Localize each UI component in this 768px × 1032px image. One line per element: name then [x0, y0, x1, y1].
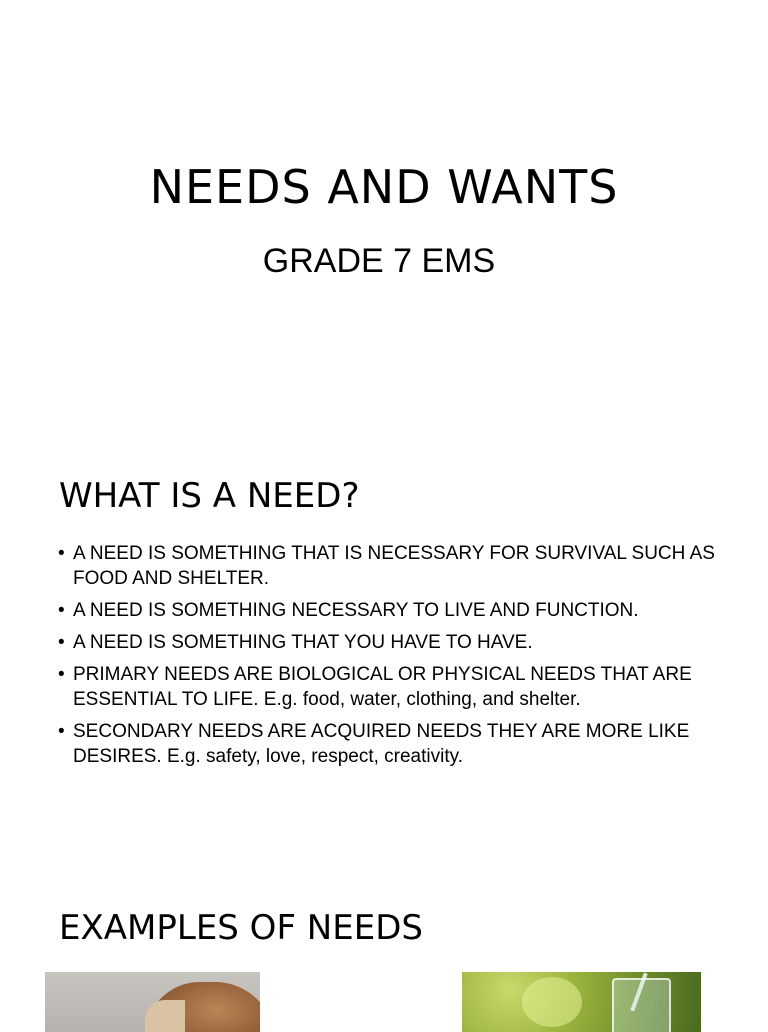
- list-item-text: A NEED IS SOMETHING NECESSARY TO LIVE AND FUNCTION.: [73, 600, 639, 621]
- list-item-text: SECONDARY NEEDS ARE ACQUIRED NEEDS THEY ARE MORE LIKE DESIRES. E.g. safety, love, respect, creativity.: [73, 721, 690, 767]
- list-item: [58, 598, 718, 623]
- need-definition-list: [58, 541, 718, 776]
- water-glass-image: [462, 972, 701, 1032]
- bullet-icon: •: [58, 721, 65, 742]
- list-item: [58, 719, 718, 769]
- what-is-a-need-heading: WHAT IS A NEED?: [59, 476, 360, 516]
- background-bokeh: [522, 977, 582, 1027]
- list-item-text: A NEED IS SOMETHING THAT YOU HAVE TO HAVE.: [73, 632, 533, 653]
- list-item-text: PRIMARY NEEDS ARE BIOLOGICAL OR PHYSICAL NEEDS THAT ARE ESSENTIAL TO LIFE. E.g. food, water, clothing, and shelter.: [73, 664, 692, 710]
- bullet-icon: •: [58, 600, 65, 621]
- bread-slice-shape: [145, 1000, 185, 1032]
- list-item: [58, 662, 718, 712]
- bullet-icon: •: [58, 632, 65, 653]
- bread-image: [45, 972, 260, 1032]
- bullet-icon: •: [58, 664, 65, 685]
- slide-title: NEEDS AND WANTS: [149, 160, 619, 214]
- slide-subtitle: GRADE 7 EMS: [262, 242, 496, 280]
- list-item-text: A NEED IS SOMETHING THAT IS NECESSARY FOR SURVIVAL SUCH AS FOOD AND SHELTER.: [73, 543, 715, 589]
- list-item: [58, 630, 718, 655]
- list-item: [58, 541, 718, 591]
- bullet-icon: •: [58, 543, 65, 564]
- examples-of-needs-heading: EXAMPLES OF NEEDS: [59, 908, 423, 948]
